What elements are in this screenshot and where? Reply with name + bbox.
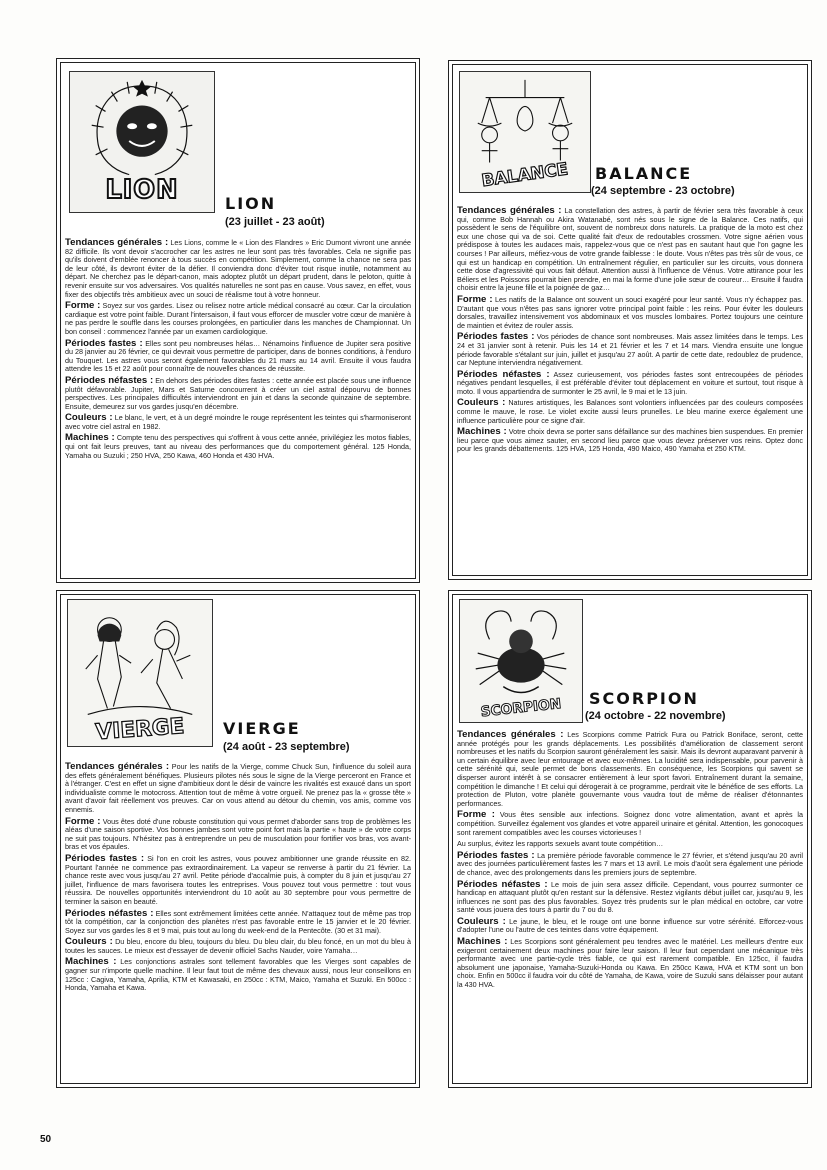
section-periodes-nefastes xyxy=(457,368,803,397)
sign-dates-scorpion: (24 octobre - 22 novembre) xyxy=(585,710,726,722)
section-tendances xyxy=(457,207,803,293)
section-heading: Couleurs : xyxy=(65,936,113,948)
sign-name-balance: BALANCE xyxy=(595,164,693,183)
scorpion-note: Au surplus, évitez les rapports sexuels avant toute compétition… xyxy=(457,839,664,849)
section-text: Vous êtes sensible aux infections. Soignez donc votre alimentation, avant et après la compétition. Surveillez également vos glandes et votre appareil urinaire et génital. Attention, les gonocoques sont rarement compatibles avec les courses victorieuses ! xyxy=(457,810,804,837)
lion-body-text xyxy=(65,239,411,463)
section-text: Les natifs de la Balance ont souvent un souci exagéré pour leur santé. Vous n'y échappez pas. D'autant que vous n'êtes pas sans ignorer votre principal point faible : les reins. Pour éviter les douleurs dorsales, travaillez intensivement vos abdominaux et vos muscles lombaires. Portez toujours une ceinture de maintien et évitez de rouler assis. xyxy=(457,294,803,330)
scorpion-illustration-text: SCORPION xyxy=(479,695,562,721)
section-heading: Couleurs : xyxy=(457,397,506,409)
section-machines xyxy=(457,428,803,454)
section-text: Votre choix devra se porter sans défaillance sur des machines bien suspendues. En premier lieu parce que vous aimez sauter, en second lieu parce que vous devez préserver vos reins. Optez donc pour les grands débattements. 125 HVA, 125 Honda, 490 Maico, 490 Yamaha et 250 KTM. xyxy=(457,427,803,454)
section-note xyxy=(457,840,803,849)
section-heading: Périodes fastes : xyxy=(457,849,535,861)
section-heading: Tendances générales : xyxy=(457,729,564,740)
section-text: Le jaune, le bleu, et le rouge ont une bonne influence sur votre sérénité. Efforcez-vous d'adopter l'une ou l'autre de ces teintes dans votre équipement. xyxy=(457,916,803,935)
balance-drawing xyxy=(460,72,590,192)
lion-illustration-icon xyxy=(69,71,215,213)
section-text: Le mois de juin sera assez difficile. Cependant, vous pourrez surmonter ce handicap en attaquant plutôt qu'en restant sur la défensive. Restez vigilants début juillet car, jusqu'au 9, les influences ne sont pas des plus favorables. Soyez très prudents sur le plan médical en octobre, car votre santé vous jouera des tours à partir du 7 ou du 8. xyxy=(457,879,804,915)
sign-dates-vierge: (24 août - 23 septembre) xyxy=(223,741,350,753)
section-text: Les conjonctions astrales sont tellement favorables que les Vierges sont capables de gagner sur n'importe quelle machine. Il leur faut tout de même des chevaux aussi, nous leur conseillons en 125cc : Cagiva, Yamaha, Aprilia, KTM et Kawasaki, en 250cc : KTM, Maico, Yamaha et Suzuki. En 500cc : Honda, Yamaha et Kawa. xyxy=(65,957,412,993)
section-heading: Périodes néfastes : xyxy=(65,907,154,919)
section-periodes-nefastes xyxy=(65,374,411,411)
lion-illustration-text: LION xyxy=(105,175,179,206)
section-heading: Tendances générales : xyxy=(65,761,170,772)
section-text: Les Lions, comme le « Lion des Flandres » Eric Dumont vivront une année 82 difficile. Ils vont devoir s'accrocher car les astres ne leur sont pas très favorables. Cela ne signifie pas qu'ils doivent d'emblée renoncer à tous succès en compétition. Simplement, comme la chance ne sera pas de leur côté, ils devront éviter de la défier. Il conviendra donc d'éviter tout risque inutile, notamment au départ. Ne cherchez pas le départ-canon, mais adoptez plutôt un départ prudent, dans le peloton, quitte à revenir ensuite sur vos adversaires. Vos qualités naturelles ne sont pas en cause. Vous savez, en effet, vous fixer des objectifs très ambitieux avec un souci de réalisme tout à votre honneur. xyxy=(65,238,412,299)
section-text: Du bleu, encore du bleu, toujours du bleu. Du bleu clair, du bleu foncé, en un mot du bleu à toutes les sauces. Le mieux est d'essayer de devenir officiel Sachs Nauder, voire Yamaha… xyxy=(65,937,411,955)
lion-drawing xyxy=(70,72,214,212)
sign-dates-balance: (24 septembre - 23 octobre) xyxy=(591,185,735,197)
section-tendances xyxy=(65,763,411,815)
section-text: Si l'on en croit les astres, vous pouvez ambitionner une grande réussite en 82. Pourtant l'année ne commence pas extraordinairement. La vapeur se renverse à partir du 21 février. La chance reste avec vous jusqu'au 27 avril. Petite période d'accalmie puis, à compter du 8 juin et jusqu'au 27 juillet, l'influence de mars favorisera toutes les entreprises. Vous pouvez tout vous permettre : tout vous réussira. De nouvelles opportunités interviendront du 10 août au 30 septembre pour vous permettre de terminer la saison en beauté. xyxy=(65,853,411,906)
section-text: La première période favorable commence le 27 février, et s'étend jusqu'au 20 avril avec des journées particulièrement fastes les 7 mars et 13 avril. Le mois d'août sera également une période de chance, avec des prolongements dans les premiers jours de septembre. xyxy=(457,850,803,877)
section-text: Vous êtes doté d'une robuste constitution qui vous permet d'aborder sans trop de problèmes les aléas d'une saison sportive. Vos bonnes jambes sont votre point fort mais la partie « haute » de votre corps ne suit pas toujours. N'hésitez pas à entreprendre un peu de musculation pour fortifier vos bras, vos avant-bras et vos épaules. xyxy=(65,816,411,852)
sign-panel-balance xyxy=(448,60,812,580)
section-periodes-fastes xyxy=(457,849,803,878)
section-couleurs xyxy=(65,938,411,955)
section-heading: Forme : xyxy=(457,293,493,305)
section-forme xyxy=(457,293,803,330)
section-periodes-fastes xyxy=(65,852,411,907)
section-couleurs xyxy=(65,414,411,431)
page-number: 50 xyxy=(40,1134,52,1145)
scorpion-drawing xyxy=(460,600,582,722)
section-text: La constellation des astres, à partir de février sera très favorable à ceux qui, comme Bob Hannah ou Akira Watanabé, sont nés sous le signe de la Balance. Ces natifs, qui possèdent le sens de l'équilibre ont, souvent de nombreux dons naturels. La pratique de la moto est chez eux une chose qui va de soi. Cette qualité fait d'eux de redoutables crossmen. Votre signe aérien vous prédispose à toutes les audaces mais, rappelez-vous que ce n'est pas en sautant haut que l'on gagne les courses ! Par ailleurs, méfiez-vous de votre grande faiblesse : le doute. Vous n'êtes pas très sûr de vous, ce qui est un handicap en compétition. Un entraînement régulier, en particulier sur les circuits, vous donnera cette dose d'agressivité qui vous fait défaut. Attention aussi à l'influence de Vénus. Votre attirance pour les Béliers et les Poissons pourrait bien prendre, en mai la forme d'une jolie sœur de coureur… Ensuite il faudra choisir entre la jeune fille et la poignée de gaz… xyxy=(457,206,803,293)
section-text: Compte tenu des perspectives qui s'offrent à vous cette année, privilégiez les motos fiables, qui ont fait leurs preuves, tant au niveau des performances que du comportement général. 125 Honda, Yamaha ou Suzuki ; 250 HVA, 250 Kawa, 460 Honda et 430 HVA. xyxy=(65,433,411,460)
section-heading: Tendances générales : xyxy=(65,237,169,248)
section-text: Pour les natifs de la Vierge, comme Chuck Sun, l'influence du soleil aura des effets généralement bénéfiques. Plusieurs pilotes nés sous le signe de la Vierge perceront en France et à l'étranger. C'est en effet un signe d'ambitieux dont le désir de vaincre les rivalités est exaucé dans un sport individualiste comme le motocross. Attention tout de même à votre orgueil. Ne prenez pas la « grosse tête » avant d'avoir fait réellement vos preuves. Car on vous attend au détour du chemin, vos amis, comme vos ennemis. xyxy=(65,762,411,814)
sign-dates-lion: (23 juillet - 23 août) xyxy=(225,216,325,228)
section-heading: Périodes fastes : xyxy=(457,331,535,343)
section-tendances xyxy=(457,731,803,808)
vierge-illustration-text: VIERGE xyxy=(94,714,186,746)
scorpion-body-text xyxy=(457,731,803,993)
section-periodes-nefastes xyxy=(65,907,411,936)
section-machines xyxy=(65,958,411,992)
section-text: Le blanc, le vert, et à un degré moindre le rouge représentent les teintes qui s'harmoniseront avec votre ciel astral en 1982. xyxy=(65,413,411,431)
sign-panel-lion xyxy=(56,58,420,583)
section-forme xyxy=(457,811,803,837)
scorpion-illustration-icon xyxy=(459,599,583,723)
section-heading: Machines : xyxy=(457,936,508,948)
sign-name-scorpion: SCORPION xyxy=(589,689,699,708)
sign-panel-vierge xyxy=(56,590,420,1088)
sign-name-vierge: VIERGE xyxy=(223,719,301,738)
section-periodes-nefastes xyxy=(457,878,804,915)
section-text: Elles sont peu nombreuses hélas… Nénamoins l'influence de Jupiter sera positive du 28 janvier au 26 février, ce qui devrait vous permettre de participer, dans de bonnes conditions, à l'enduro du Touquet. Les astres vous seront également favorables du 21 mars au 14 avril. Ensuite il vous faudra attendre les 15 et 22 août pour connaître de nouvelles chances de réussite. xyxy=(65,338,411,374)
section-machines xyxy=(457,938,803,990)
section-heading: Forme : xyxy=(457,809,496,821)
sign-panel-scorpion xyxy=(448,590,812,1088)
section-forme xyxy=(65,302,411,336)
section-heading: Couleurs : xyxy=(65,412,113,424)
section-couleurs xyxy=(457,915,803,935)
section-heading: Tendances générales : xyxy=(457,205,562,216)
balance-body-text xyxy=(457,207,803,457)
section-text: En dehors des périodes dites fastes : cette année est placée sous une influence plutôt défavorable. Jupiter, Mars et Saturne concourrent à créer un ciel astral dépourvu de bonnes perspectives. Les principales difficultés interviendront en juin et dans la seconde quinzaine de septembre. Ensuite, demeurez sur vos gardes jusqu'en décembre. xyxy=(65,375,411,411)
balance-illustration-icon xyxy=(459,71,591,193)
section-heading: Machines : xyxy=(457,426,507,438)
section-text: Vos périodes de chance sont nombreuses. Mais assez limitées dans le temps. Les 24 et 31 janvier sont à retenir. Puis les 14 et 21 février et les 7 et 14 mars. Viendra ensuite une longue période favorable s'étalant sur juin, juillet et jusqu'au 27 août. A partir de cette date, redoublez de prudence, car Neptune interviendra négativement. xyxy=(457,332,803,368)
section-heading: Périodes néfastes : xyxy=(65,374,154,386)
section-heading: Machines : xyxy=(65,432,115,444)
section-heading: Machines : xyxy=(65,956,117,968)
vierge-body-text xyxy=(65,763,411,996)
section-heading: Périodes néfastes : xyxy=(457,878,548,890)
section-heading: Périodes fastes : xyxy=(65,852,145,864)
section-text: Assez curieusement, vos périodes fastes sont entrecoupées de périodes négatives pendant lesquelles, il est préférable d'éviter tout déplacement en voiture et surtout, tout risque à moto. Il vous appartiendra de surmonter le 25 avril, le 9 mai et le 13 juin. xyxy=(457,369,803,396)
section-text: Natures artistiques, les Balances sont volontiers influencées par des couleurs composées comme le mauve, le rose. Le violet excite aussi leurs prunelles. Le bleu marine exerce également une influence particulière pour ce signe d'air. xyxy=(457,398,803,425)
section-heading: Couleurs : xyxy=(457,915,506,927)
section-text: Elles sont extrêmement limitées cette année. N'attaquez tout de même pas trop tôt la compétition, car la conjonction des planètes n'est pas favorable entre le 15 janvier et le 20 février. Soyez sur vos gardes les 8 et 9 mai, puis tout au long du week-end de la Pentecôte. (30 et 31 mai). xyxy=(65,908,411,935)
section-periodes-fastes xyxy=(457,333,803,367)
section-text: Les Scorpions sont généralement peu tendres avec le matériel. Les meilleurs d'entre eux exigeront certainement deux machines pour faire leur saison. Il leur faut cependant une mécanique très performante avec une partie-cycle très fiable, ce qui est rarement compatible. En 125cc, il faudra absolument une japonaise, Yamaha-Suzuki-Honda ou Kawa. En 250cc Kawa, HVA et KTM sont un bon choix. Enfin en 500cc il faudra voir du côté de Yamaha, de Kawa, voire de Suzuki sans délaisser pour autant la 430 HVA. xyxy=(457,937,803,990)
section-heading: Forme : xyxy=(65,815,101,827)
section-heading: Forme : xyxy=(65,300,101,312)
section-text: Les Scorpions comme Patrick Fura ou Patrick Boniface, seront, cette année protégés pour les grands déplacements. Les possibilités d'amélioration de classement seront nombreuses et les natifs du Scorpion sauront généralement les saisir. Mais ils devront auparavant parvenir à un certain équilibre avec leur entourage et avec eux-mêmes. La lucidité sera indispensable, pour parvenir à cette sérénité qui, seule permet de bons classements. En conséquence, les Scorpions qui savent se disperser auront intérêt à se consacrer entièrement à leur sport favori. Entraînement durant la semaine, compétition le dimanche ! Et celui qui dérogerait à ce programme, perdrait vite le bénéfice de ses efforts. La protection de Pluton, votre planète gouvernante vous vaudra tout de même de réaliser d'étonnantes performances. xyxy=(457,730,803,808)
section-couleurs xyxy=(457,399,803,425)
section-tendances xyxy=(65,239,411,299)
balance-illustration-text: BALANCE xyxy=(480,158,570,191)
section-periodes-fastes xyxy=(65,337,411,374)
section-heading: Périodes néfastes : xyxy=(457,368,550,380)
section-machines xyxy=(65,434,411,460)
vierge-illustration-icon xyxy=(67,599,213,747)
section-heading: Périodes fastes : xyxy=(65,337,143,349)
sign-name-lion: LION xyxy=(225,194,277,213)
section-text: Soyez sur vos gardes. Lisez ou relisez notre article médical consacré au cœur. Car la circulation cardiaque est votre point faible. Durant l'intersaison, il faut vous efforcer de muscler votre cœur de manière à ne pas perdre le souffle dans les courses prolongées, en particulier dans les manches de Championnat. Un bon conseil : commencez l'année par un examen cardiologique. xyxy=(65,301,412,336)
section-forme xyxy=(65,815,411,852)
vierge-drawing xyxy=(68,600,212,746)
